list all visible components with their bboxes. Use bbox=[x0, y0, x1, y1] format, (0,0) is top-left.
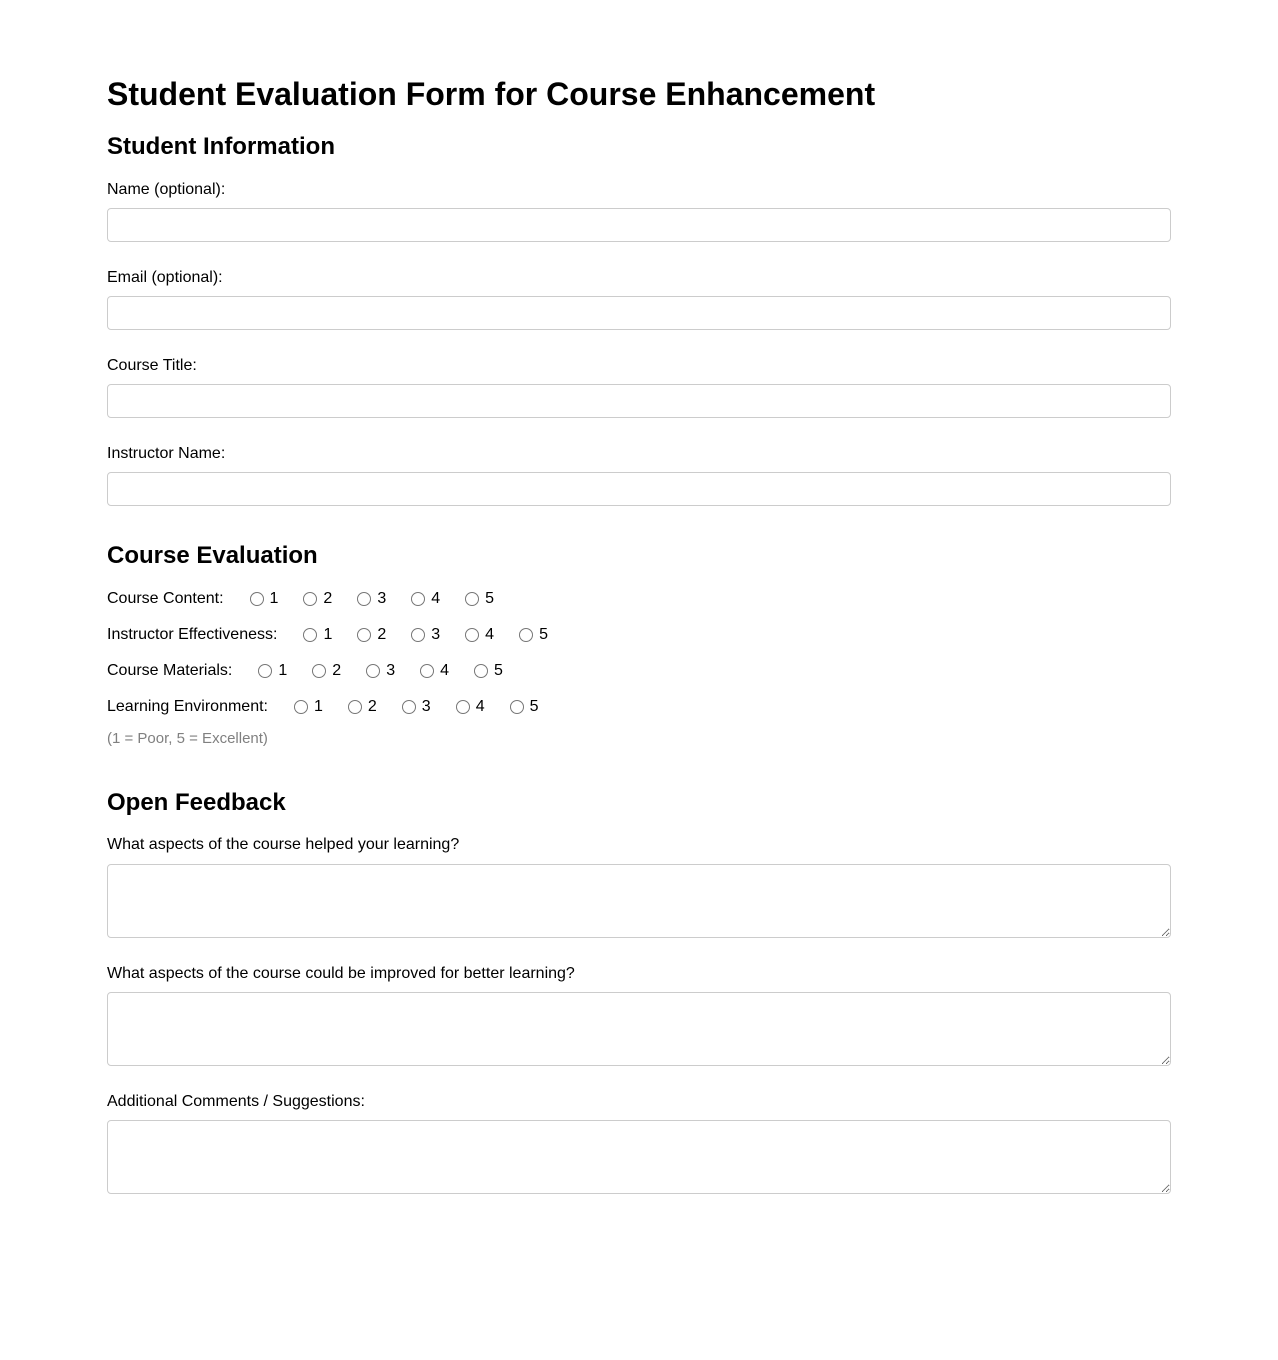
student-information-heading: Student Information bbox=[107, 132, 335, 160]
name-field-group bbox=[107, 180, 1171, 242]
open-feedback-heading: Open Feedback bbox=[107, 788, 286, 816]
instructor-name-input[interactable] bbox=[107, 472, 1171, 506]
additional-comments-label: Additional Comments / Suggestions: bbox=[107, 1092, 365, 1110]
radio-value-label: 2 bbox=[367, 698, 377, 716]
learning-environment-option-3[interactable] bbox=[402, 697, 431, 717]
rating-scale-note: (1 = Poor, 5 = Excellent) bbox=[107, 730, 268, 748]
learning-environment-option-2[interactable] bbox=[348, 697, 377, 717]
learning-environment-radio-5[interactable] bbox=[510, 700, 524, 714]
radio-value-label: 5 bbox=[529, 698, 539, 716]
name-label: Name (optional): bbox=[107, 180, 226, 198]
instructor-effectiveness-radio-3[interactable] bbox=[411, 628, 425, 642]
learning-environment-radio-4[interactable] bbox=[456, 700, 470, 714]
additional-comments-field-group bbox=[107, 1092, 1171, 1194]
instructor-effectiveness-label: Instructor Effectiveness: bbox=[107, 626, 278, 644]
instructor-effectiveness-rating-group bbox=[303, 625, 548, 645]
course-materials-option-1[interactable] bbox=[258, 661, 287, 681]
instructor-name-field-group bbox=[107, 444, 1171, 506]
course-materials-option-4[interactable] bbox=[420, 661, 449, 681]
instructor-effectiveness-radio-1[interactable] bbox=[303, 628, 317, 642]
radio-value-label: 1 bbox=[323, 626, 333, 644]
radio-value-label: 3 bbox=[431, 626, 441, 644]
course-content-radio-1[interactable] bbox=[250, 592, 264, 606]
course-title-label: Course Title: bbox=[107, 356, 197, 374]
radio-value-label: 1 bbox=[278, 662, 288, 680]
radio-value-label: 2 bbox=[332, 662, 342, 680]
helped-learning-textarea[interactable] bbox=[107, 864, 1171, 938]
eval-row-course-materials bbox=[107, 661, 1171, 681]
learning-environment-option-4[interactable] bbox=[456, 697, 485, 717]
radio-value-label: 1 bbox=[313, 698, 323, 716]
radio-value-label: 3 bbox=[421, 698, 431, 716]
course-materials-radio-3[interactable] bbox=[366, 664, 380, 678]
instructor-effectiveness-radio-5[interactable] bbox=[519, 628, 533, 642]
instructor-effectiveness-option-2[interactable] bbox=[357, 625, 386, 645]
instructor-effectiveness-radio-2[interactable] bbox=[357, 628, 371, 642]
learning-environment-rating-group bbox=[294, 697, 539, 717]
course-materials-radio-1[interactable] bbox=[258, 664, 272, 678]
learning-environment-radio-3[interactable] bbox=[402, 700, 416, 714]
course-materials-label: Course Materials: bbox=[107, 662, 233, 680]
radio-value-label: 4 bbox=[440, 662, 449, 680]
eval-row-course-content bbox=[107, 589, 1171, 609]
radio-value-label: 2 bbox=[323, 590, 333, 608]
course-content-option-5[interactable] bbox=[465, 589, 494, 609]
page-title: Student Evaluation Form for Course Enhancement bbox=[107, 76, 876, 112]
form-container bbox=[107, 0, 1171, 1360]
instructor-effectiveness-option-5[interactable] bbox=[519, 625, 548, 645]
instructor-effectiveness-option-3[interactable] bbox=[411, 625, 440, 645]
radio-value-label: 3 bbox=[377, 590, 387, 608]
radio-value-label: 5 bbox=[494, 662, 503, 680]
email-label: Email (optional): bbox=[107, 268, 223, 286]
course-content-option-1[interactable] bbox=[250, 589, 279, 609]
evaluation-rows bbox=[107, 589, 1171, 749]
open-feedback-section bbox=[107, 789, 1171, 1194]
instructor-name-label: Instructor Name: bbox=[107, 445, 226, 463]
course-materials-radio-2[interactable] bbox=[312, 664, 326, 678]
name-input[interactable] bbox=[107, 208, 1171, 242]
improved-learning-field-group bbox=[107, 964, 1171, 1066]
course-materials-option-3[interactable] bbox=[366, 661, 395, 681]
course-content-rating-group bbox=[250, 589, 495, 609]
course-materials-radio-4[interactable] bbox=[420, 664, 434, 678]
course-evaluation-heading: Course Evaluation bbox=[107, 542, 318, 570]
course-materials-option-5[interactable] bbox=[474, 661, 503, 681]
instructor-effectiveness-option-4[interactable] bbox=[465, 625, 494, 645]
learning-environment-radio-1[interactable] bbox=[294, 700, 308, 714]
radio-value-label: 5 bbox=[539, 626, 548, 644]
instructor-effectiveness-radio-4[interactable] bbox=[465, 628, 479, 642]
radio-value-label: 1 bbox=[269, 590, 279, 608]
learning-environment-radio-2[interactable] bbox=[348, 700, 362, 714]
radio-value-label: 3 bbox=[386, 662, 396, 680]
radio-value-label: 2 bbox=[377, 626, 387, 644]
improved-learning-label: What aspects of the course could be improved for better learning? bbox=[107, 964, 575, 982]
course-content-label: Course Content: bbox=[107, 590, 224, 608]
instructor-effectiveness-option-1[interactable] bbox=[303, 625, 332, 645]
radio-value-label: 4 bbox=[431, 590, 441, 608]
course-content-option-3[interactable] bbox=[357, 589, 386, 609]
course-content-option-4[interactable] bbox=[411, 589, 440, 609]
radio-value-label: 4 bbox=[485, 626, 495, 644]
radio-value-label: 4 bbox=[475, 698, 485, 716]
learning-environment-label: Learning Environment: bbox=[107, 698, 268, 716]
course-content-option-2[interactable] bbox=[303, 589, 332, 609]
learning-environment-option-5[interactable] bbox=[510, 697, 539, 717]
learning-environment-option-1[interactable] bbox=[294, 697, 323, 717]
course-title-field-group bbox=[107, 356, 1171, 418]
course-materials-option-2[interactable] bbox=[312, 661, 341, 681]
helped-learning-field-group bbox=[107, 835, 1171, 937]
radio-value-label: 5 bbox=[485, 590, 495, 608]
helped-learning-label: What aspects of the course helped your learning? bbox=[107, 836, 460, 854]
course-title-input[interactable] bbox=[107, 384, 1171, 418]
course-content-radio-4[interactable] bbox=[411, 592, 425, 606]
course-materials-rating-group bbox=[258, 661, 503, 681]
course-content-radio-3[interactable] bbox=[357, 592, 371, 606]
course-materials-radio-5[interactable] bbox=[474, 664, 488, 678]
eval-row-instructor-effectiveness bbox=[107, 625, 1171, 645]
course-content-radio-2[interactable] bbox=[303, 592, 317, 606]
additional-comments-textarea[interactable] bbox=[107, 1120, 1171, 1194]
course-content-radio-5[interactable] bbox=[465, 592, 479, 606]
email-input[interactable] bbox=[107, 296, 1171, 330]
improved-learning-textarea[interactable] bbox=[107, 992, 1171, 1066]
eval-row-learning-environment bbox=[107, 697, 1171, 717]
email-field-group bbox=[107, 268, 1171, 330]
